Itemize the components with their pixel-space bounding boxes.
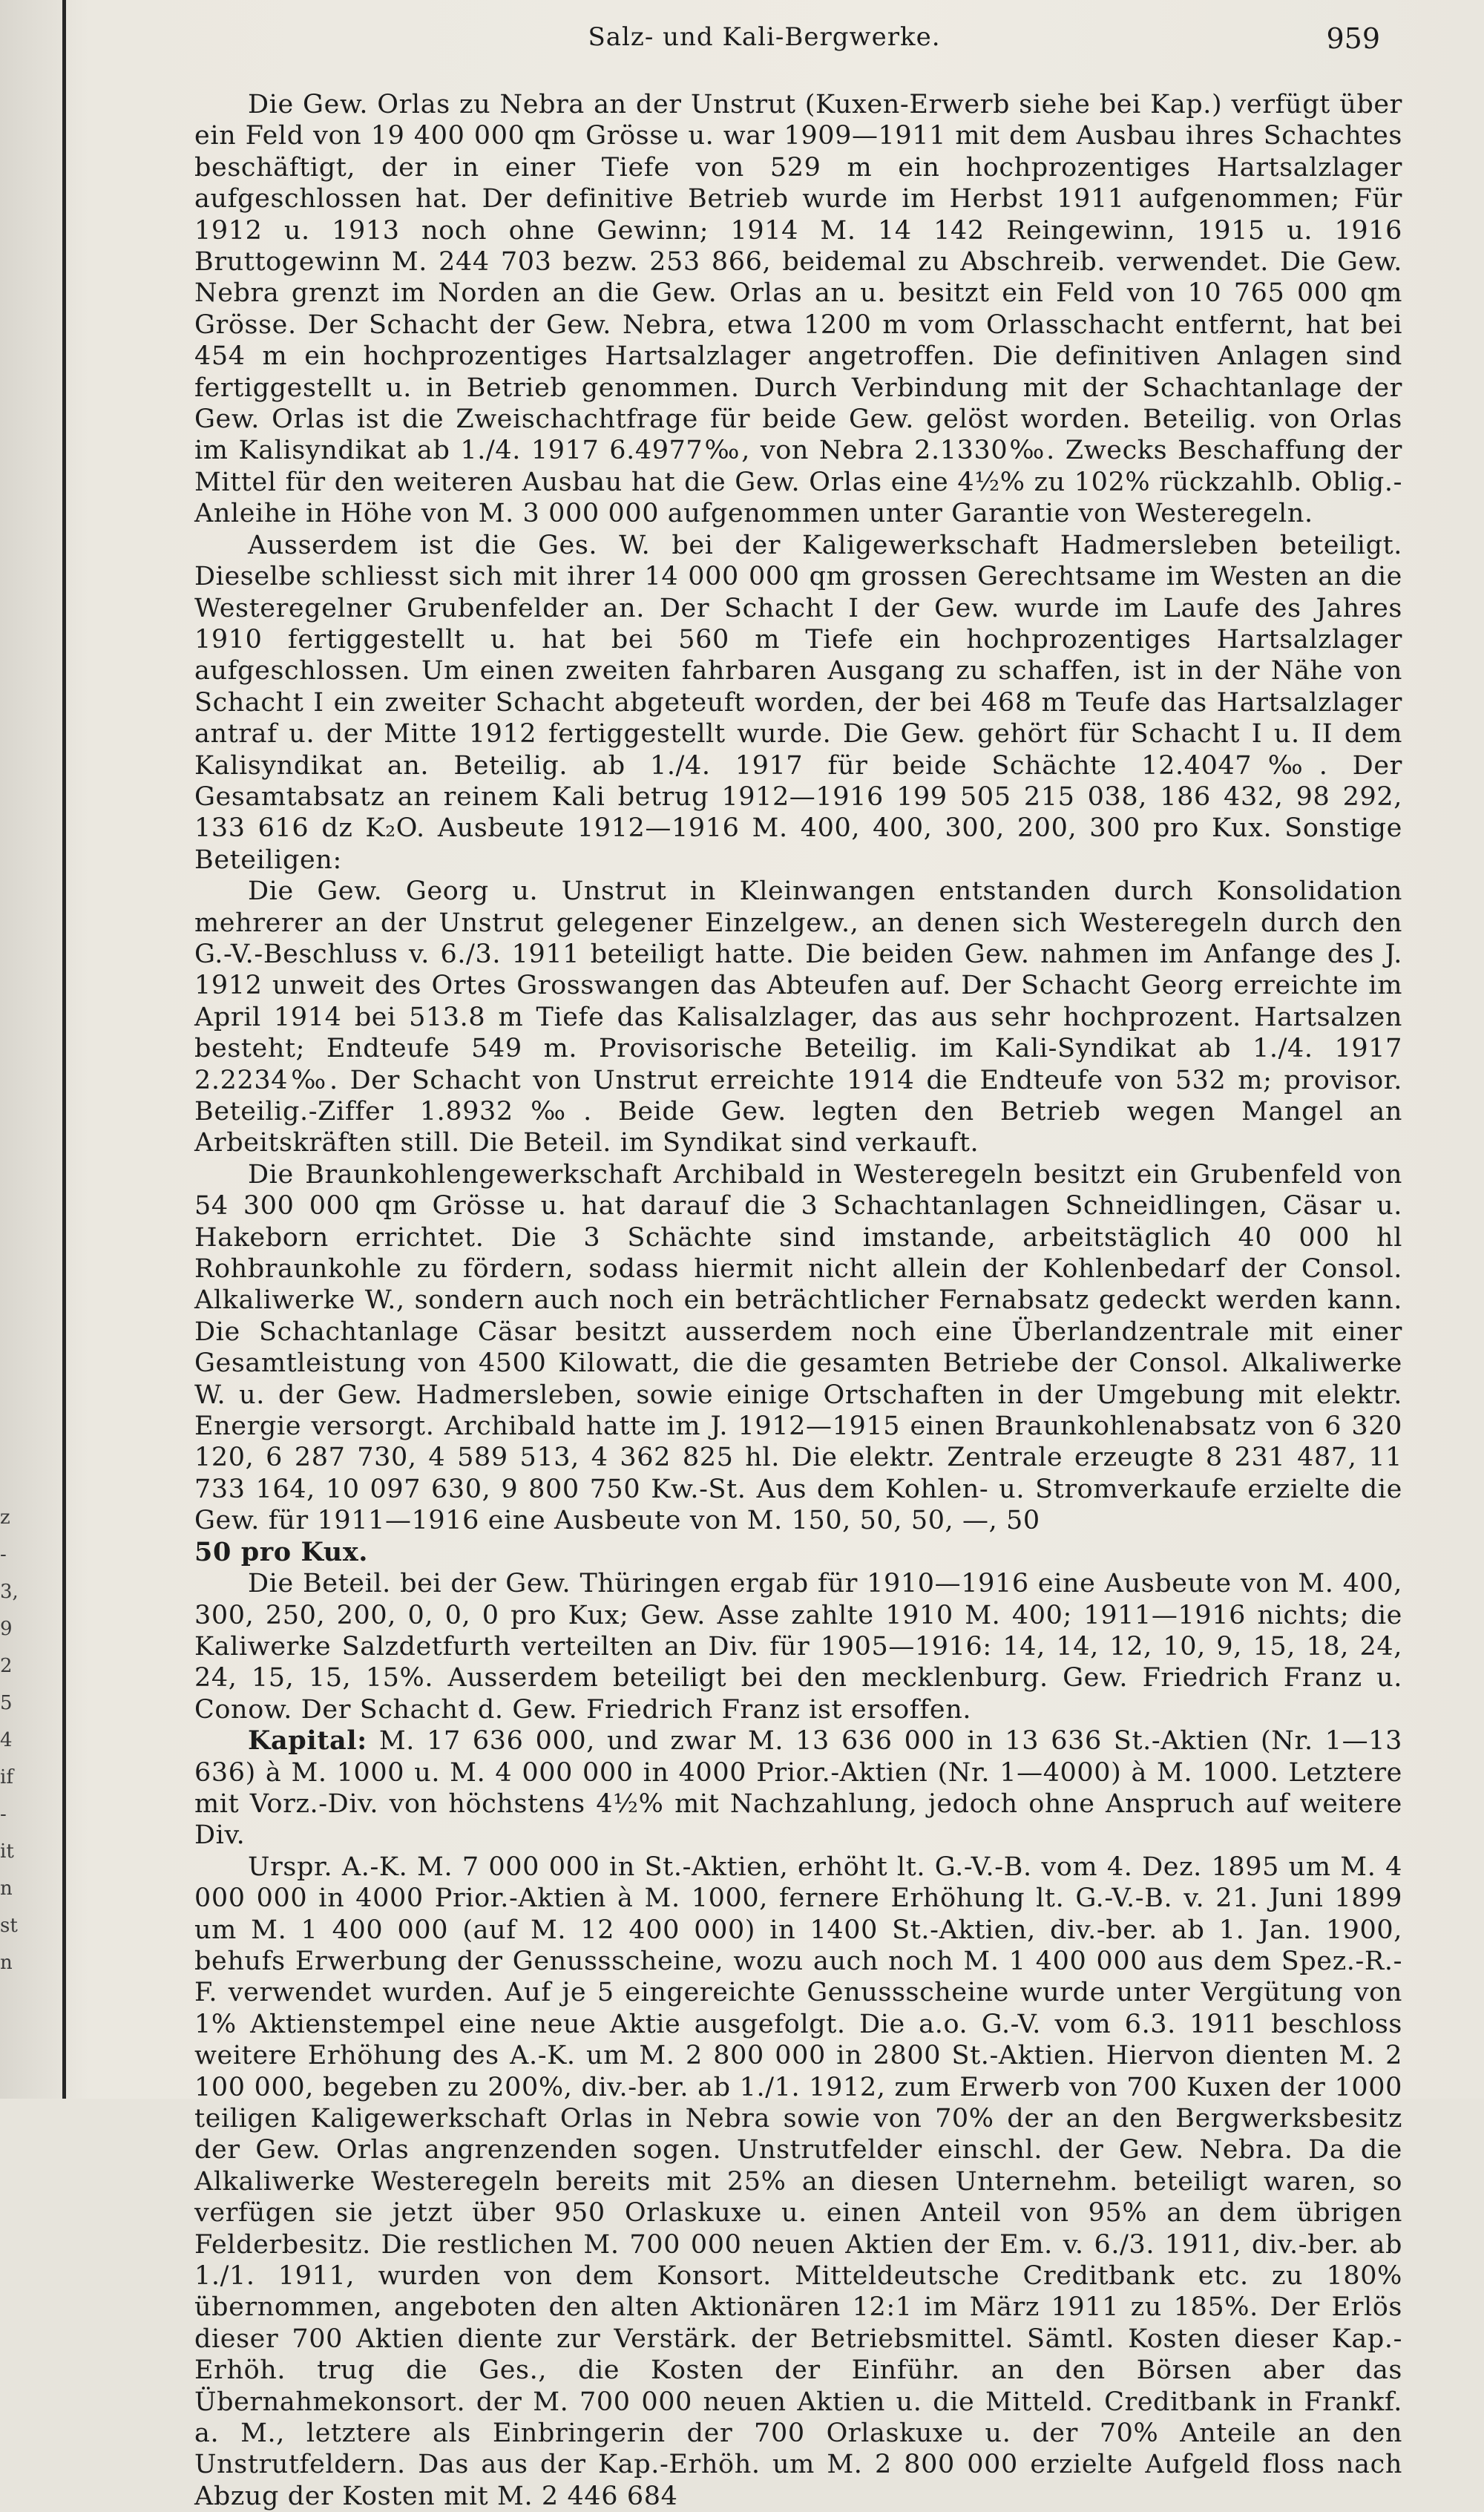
margin-fragment: n xyxy=(0,1952,13,1974)
margin-fragment: z xyxy=(0,1506,10,1529)
kapital-label: Kapital: xyxy=(248,1725,367,1757)
body-text xyxy=(194,89,1402,2512)
margin-fragment: st xyxy=(0,1915,18,1937)
paragraph-thueringen: Die Beteil. bei der Gew. Thüringen ergab für 1910—1916 eine Ausbeute von M. 400, 300, 250, 200, 0, 0, 0 pro Kux; Gew. Asse zahlte 1910 M. 400; 1911—1916 nichts; die Kaliwerke Salzdetfurth verteilten an Div. für 1905—1916: 14, 14, 12, 10, 9, 15, 18, 24, 24, 15, 15, 15%. Ausserdem beteiligt bei den mecklenburg. Gew. Friedrich Franz u. Conow. Der Schacht d. Gew. Friedrich Franz ist ersoffen. xyxy=(194,1569,1402,1725)
paragraph-archibald-end: 50 pro Kux. xyxy=(194,1536,369,1567)
margin-fragment: 4 xyxy=(0,1729,13,1751)
paragraph-capital-history: Urspr. A.-K. M. 7 000 000 in St.-Aktien, erhöht lt. G.-V.-B. vom 4. Dez. 1895 um M. 4 000 000 in 4000 Prior.-Aktien à M. 1000, fernere Erhöhung lt. G.-V.-B. v. 21. Juni 1899 um M. 1 400 000 (auf M. 12 400 000) in 1400 St.-Aktien, div.-ber. ab 1. Jan. 1900, behufs Erwerbung der Genussscheine, wozu auch noch M. 1 400 000 aus dem Spez.-R.-F. verwendet wurden. Auf je 5 eingereichte Genussscheine wurde unter Vergütung von 1% Aktienstempel eine neue Aktie ausgefolgt. Die a.o. G.-V. vom 6.3. 1911 beschloss weitere Erhöhung des A.-K. um M. 2 800 000 in 2800 St.-Aktien. Hiervon dienten M. 2 100 000, begeben zu 200%, div.-ber. ab 1./1. 1912, zum Erwerb von 700 Kuxen der 1000 teiligen Kaligewerkschaft Orlas in Nebra sowie von 70% der an den Bergwerksbesitz der Gew. Orlas angrenzenden sogen. Unstrutfelder einschl. der Gew. Nebra. Da die Alkaliwerke Westeregeln bereits mit 25% an diesen Unternehm. beteiligt waren, so verfügen sie jetzt über 950 Orlaskuxe u. einen Anteil von 95% an dem übrigen Felderbesitz. Die restlichen M. 700 000 neuen Aktien der Em. v. 6./3. 1911, div.-ber. ab 1./1. 1911, wurden von dem Konsort. Mitteldeutsche Creditbank etc. zu 180% übernommen, angeboten den alten Aktionären 12:1 im März 1911 zu 185%. Der Erlös dieser 700 Aktien diente zur Verstärk. der Betriebsmittel. Sämtl. Kosten dieser Kap.-Erhöh. trug die Ges., die Kosten der Einführ. an den Börsen aber das Übernahmekonsort. der M. 700 000 neuen Aktien u. die Mitteld. Creditbank in Frankf. a. M., letztere als Einbringerin der 700 Orlaskuxe u. der 70% Anteile an den Unstrutfeldern. Das aus der Kap.-Erhöh. um M. 2 800 000 erzielte Aufgeld floss nach Abzug der Kosten mit M. 2 446 684 xyxy=(194,1852,1402,2511)
running-title: Salz- und Kali-Bergwerke. xyxy=(588,22,941,52)
kapital-text: M. 17 636 000, und zwar M. 13 636 000 in 13 636 St.-Aktien (Nr. 1—13 636) à M. 1000 u. M. 4 000 000 in 4000 Prior.-Aktien (Nr. 1—4000) à M. 1000. Letztere mit Vorz.-Div. von höchstens 4½% mit Nachzahlung, jedoch ohne Anspruch auf weitere Div. xyxy=(194,1726,1402,1851)
page-number: 959 xyxy=(1326,22,1380,55)
margin-fragment: it xyxy=(0,1840,14,1863)
margin-fragment: n xyxy=(0,1878,13,1900)
margin-fragment: 3, xyxy=(0,1581,19,1603)
margin-fragment: if xyxy=(0,1766,13,1788)
paragraph-archibald: Die Braunkohlengewerkschaft Archibald in Westeregeln besitzt ein Grubenfeld von 54 300 000 qm Grösse u. hat darauf die 3 Schachtanlagen Schneidlingen, Cäsar u. Hakeborn errichtet. Die 3 Schächte sind imstande, arbeitstäglich 40 000 hl Rohbraunkohle zu fördern, sodass hiermit nicht allein der Kohlenbedarf der Consol. Alkaliwerke W., sondern auch noch ein beträchtlicher Fernabsatz gedeckt werden kann. Die Schachtanlage Cäsar besitzt ausserdem noch eine Überlandzentrale mit einer Gesamtleistung von 4500 Kilowatt, die die gesamten Betriebe der Consol. Alkaliwerke W. u. der Gew. Hadmersleben, sowie einige Ortschaften in der Umgebung mit elektr. Energie versorgt. Archibald hatte im J. 1912—1915 einen Braunkohlenabsatz von 6 320 120, 6 287 730, 4 589 513, 4 362 825 hl. Die elektr. Zentrale erzeugte 8 231 487, 11 733 164, 10 097 630, 9 800 750 Kw.-St. Aus dem Kohlen- u. Stromverkaufe erzielte die Gew. für 1911—1916 eine Ausbeute von M. 150, 50, 50, —, 50 xyxy=(194,1159,1402,1536)
previous-page-margin xyxy=(0,1499,22,1981)
page-header xyxy=(148,22,1380,59)
margin-fragment: 5 xyxy=(0,1692,13,1714)
margin-fragment: - xyxy=(0,1544,7,1566)
paragraph-georg-unstrut: Die Gew. Georg u. Unstrut in Kleinwangen entstanden durch Konsolidation mehrerer an der Unstrut gelegener Einzelgew., an denen sich Westeregeln durch den G.-V.-Beschluss v. 6./3. 1911 beteiligt hatte. Die beiden Gew. nahmen im Anfange des J. 1912 unweit des Ortes Grosswangen das Abteufen auf. Der Schacht Georg erreichte im April 1914 bei 513.8 m Tiefe das Kalisalzlager, das aus sehr hochprozent. Hartsalzen besteht; Endteufe 549 m. Provisorische Beteilig. im Kali-Syndikat ab 1./4. 1917 2.2234‰. Der Schacht von Unstrut erreichte 1914 die Endteufe von 532 m; provisor. Beteilig.-Ziffer 1.8932‰. Beide Gew. legten den Betrieb wegen Mangel an Arbeitskräften still. Die Beteil. im Syndikat sind verkauft. xyxy=(194,876,1402,1158)
paragraph-kapital xyxy=(194,1725,1402,1852)
paragraph-hadmersleben: Ausserdem ist die Ges. W. bei der Kaligewerkschaft Hadmersleben beteiligt. Dieselbe schliesst sich mit ihrer 14 000 000 qm grossen Gerechtsame im Westen an die Westeregelner Grubenfelder an. Der Schacht I der Gew. wurde im Laufe des Jahres 1910 fertiggestellt u. hat bei 560 m Tiefe ein hochprozentiges Hartsalzlager aufgeschlossen. Um einen zweiten fahrbaren Ausgang zu schaffen, ist in der Nähe von Schacht I ein zweiter Schacht abgeteuft worden, der bei 468 m Teufe das Hartsalzlager antraf u. der Mitte 1912 fertiggestellt wurde. Die Gew. gehört für Schacht I u. II dem Kalisyndikat an. Beteilig. ab 1./4. 1917 für beide Schächte 12.4047‰. Der Gesamtabsatz an reinem Kali betrug 1912—1916 199 505 215 038, 186 432, 98 292, 133 616 dz K₂O. Ausbeute 1912—1916 M. 400, 400, 300, 200, 300 pro Kux. Sonstige Beteiligen: xyxy=(194,530,1402,875)
paragraph-orlas-nebra: Die Gew. Orlas zu Nebra an der Unstrut (Kuxen-Erwerb siehe bei Kap.) verfügt über ein Feld von 19 400 000 qm Grösse u. war 1909—1911 mit dem Ausbau ihres Schachtes beschäftigt, der in einer Tiefe von 529 m ein hochprozentiges Hartsalzlager aufgeschlossen hat. Der definitive Betrieb wurde im Herbst 1911 aufgenommen; Für 1912 u. 1913 noch ohne Gewinn; 1914 M. 14 142 Reingewinn, 1915 u. 1916 Bruttogewinn M. 244 703 bezw. 253 866, beidemal zu Abschreib. verwendet. Die Gew. Nebra grenzt im Norden an die Gew. Orlas an u. besitzt ein Feld von 10 765 000 qm Grösse. Der Schacht der Gew. Nebra, etwa 1200 m vom Orlasschacht entfernt, hat bei 454 m ein hochprozentiges Hartsalzlager angetroffen. Die definitiven Anlagen sind fertiggestellt u. in Betrieb genommen. Durch Verbindung mit der Schachtanlage der Gew. Orlas ist die Zweischachtfrage für beide Gew. gelöst worden. Beteilig. von Orlas im Kalisyndikat ab 1./4. 1917 6.4977‰, von Nebra 2.1330‰. Zwecks Beschaffung der Mittel für den weiteren Ausbau hat die Gew. Orlas eine 4½% zu 102% rückzahlb. Oblig.-Anleihe in Höhe von M. 3 000 000 aufgenommen unter Garantie von Westeregeln. xyxy=(194,90,1402,529)
margin-fragment: - xyxy=(0,1803,7,1826)
margin-fragment: 9 xyxy=(0,1618,13,1640)
margin-fragment: 2 xyxy=(0,1655,13,1677)
binding-rule xyxy=(62,0,66,2099)
